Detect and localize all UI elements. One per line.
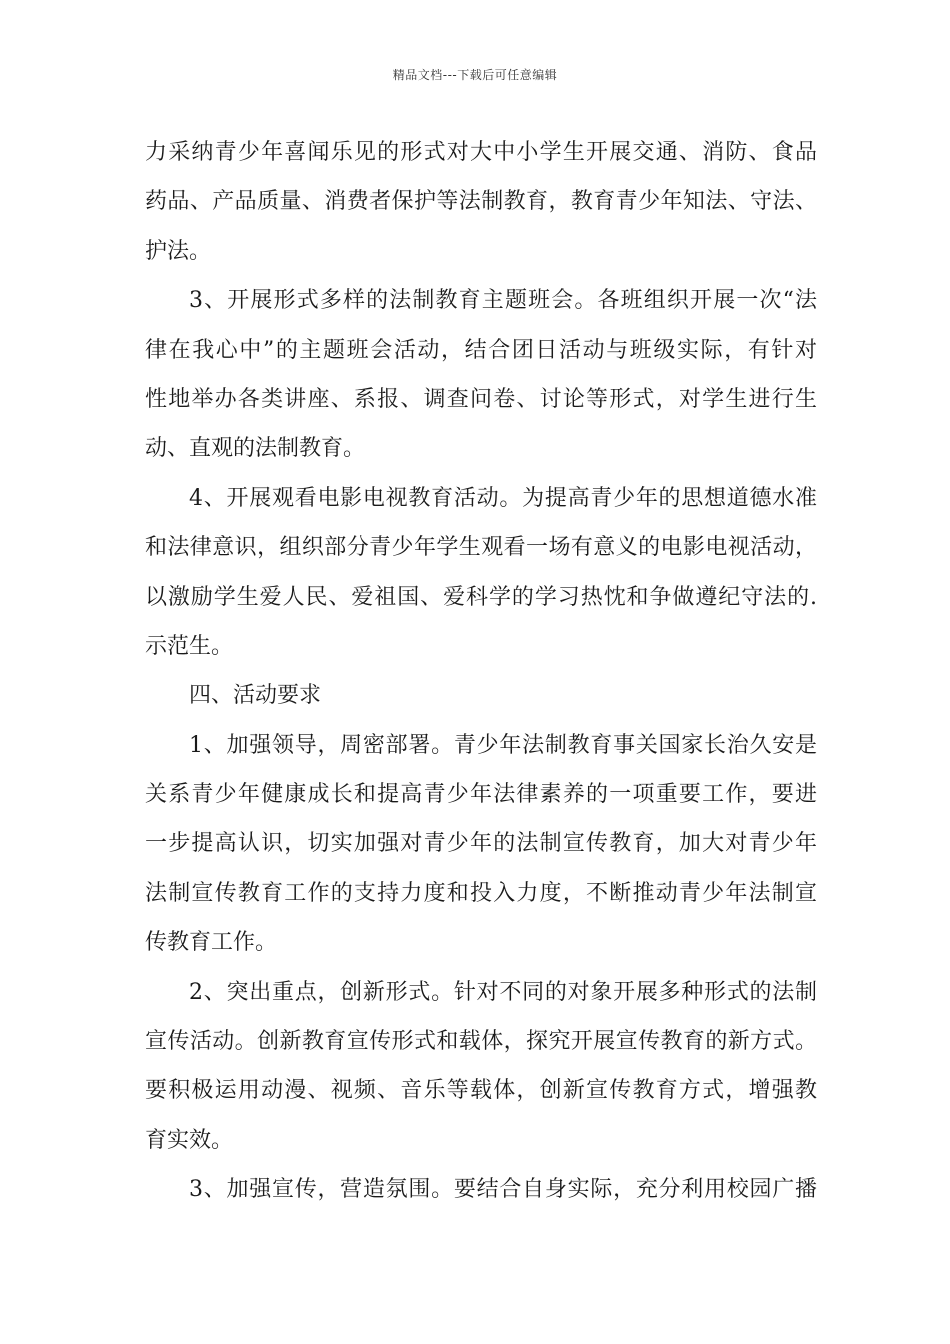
text-line: 4、开展观看电影电视教育活动。为提高青少年的思想道德水准 xyxy=(189,485,817,511)
text-line: 护法。 xyxy=(145,238,212,264)
text-line: 示范生。 xyxy=(145,633,234,659)
text-line: 2、突出重点，创新形式。针对不同的对象开展多种形式的法制 xyxy=(189,979,817,1005)
text-line: 力采纳青少年喜闻乐见的形式对大中小学生开展交通、消防、食品 xyxy=(145,140,817,165)
text-line: 要积极运用动漫、视频、音乐等载体，创新宣传教育方式，增强教 xyxy=(145,1078,817,1104)
text-line: 性地举办各类讲座、系报、调查问卷、讨论等形式，对学生进行生 xyxy=(145,386,817,412)
page-header: 精品文档---下载后可任意编辑 xyxy=(392,68,558,82)
text-line: 法制宣传教育工作的支持力度和投入力度，不断推动青少年法制宣 xyxy=(145,880,817,906)
text-line: 育实效。 xyxy=(145,1127,234,1153)
text-line: 传教育工作。 xyxy=(145,930,278,956)
text-line: 和法律意识，组织部分青少年学生观看一场有意义的电影电视活动， xyxy=(145,535,817,561)
text-line: 一步提高认识，切实加强对青少年的法制宣传教育，加大对青少年 xyxy=(145,831,817,857)
section-heading: 四、活动要求 xyxy=(189,683,322,709)
text-line: 药品、产品质量、消费者保护等法制教育，教育青少年知法、守法、 xyxy=(145,189,817,215)
text-line: 动、直观的法制教育。 xyxy=(145,436,366,462)
text-line: 关系青少年健康成长和提高青少年法律素养的一项重要工作，要进 xyxy=(145,782,817,808)
text-line: 3、加强宣传，营造氛围。要结合自身实际，充分利用校园广播 xyxy=(189,1177,817,1203)
text-line: 1、加强领导，周密部署。青少年法制教育事关国家长治久安是 xyxy=(189,732,817,758)
document-body xyxy=(145,128,817,1215)
text-line: 律在我心中”的主题班会活动，结合团日活动与班级实际，有针对 xyxy=(145,337,817,363)
text-line: 以激励学生爱人民、爱祖国、爱科学的学习热忱和争做遵纪守法的. xyxy=(145,584,817,610)
text-line: 3、开展形式多样的法制教育主题班会。各班组织开展一次“法 xyxy=(189,288,817,314)
text-line: 宣传活动。创新教育宣传形式和载体，探究开展宣传教育的新方式。 xyxy=(145,1029,817,1055)
